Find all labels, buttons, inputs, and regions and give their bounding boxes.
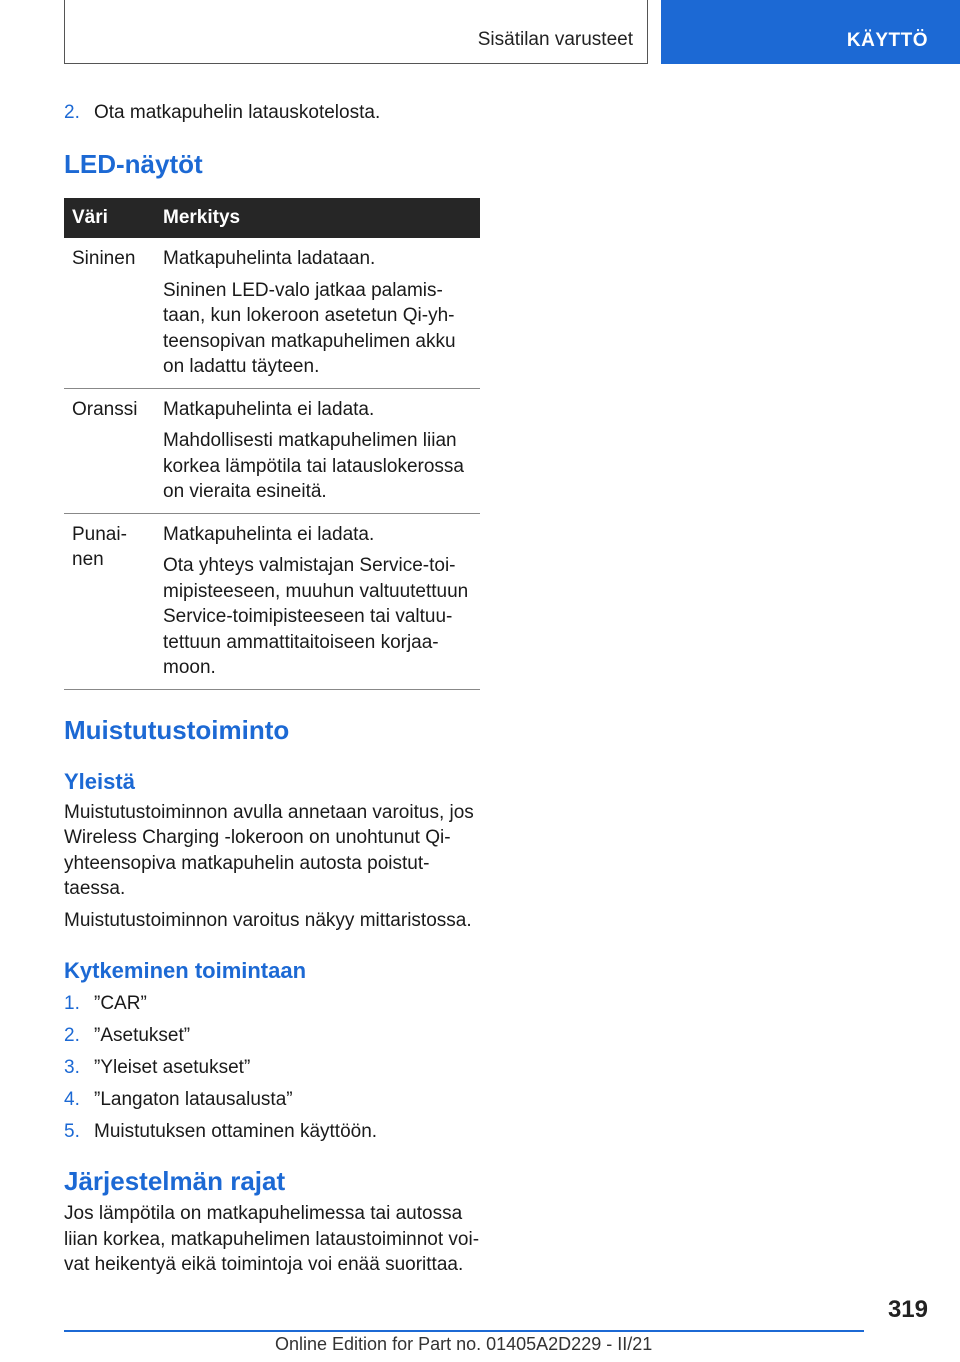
intro-step [64, 100, 480, 126]
table-header-meaning: Merkitys [155, 198, 480, 238]
page-content [64, 100, 480, 1278]
table-row [64, 388, 480, 513]
table-cell-meaning [155, 238, 480, 388]
table-cell-meaning [155, 513, 480, 689]
step-number: 5. [64, 1121, 80, 1142]
footer-divider [64, 1330, 864, 1332]
general-subtitle: Yleistä [64, 768, 135, 794]
step-number: 2. [64, 1025, 80, 1046]
chapter-tab[interactable] [661, 0, 960, 64]
table-header-row [64, 198, 480, 238]
step-text: ”Langaton latausalusta” [94, 1089, 293, 1110]
meaning-line: Ota yhteys valmistajan Service-toi-mipisteeseen, muuhun valtuutettuun Service-toimipisteeseen tai valtuu-tettuun ammattitaitoiseen korjaa-moon. [163, 555, 469, 678]
list-item [64, 991, 480, 1017]
step-number: 1. [64, 993, 80, 1014]
table-cell-meaning [155, 388, 480, 513]
general-paragraph: Muistutustoiminnon avulla annetaan varoitus, jos Wireless Charging -lokeroon on unohtunut Qi-yhteensopiva matkapuhelin autosta poistut-taessa. [64, 801, 474, 899]
list-item [64, 1023, 480, 1049]
meaning-line: Mahdollisesti matkapuhelimen liian korkea lämpötila tai latauslokerossa on vieraita esineitä. [163, 430, 464, 502]
step-text: ”Yleiset asetukset” [94, 1057, 251, 1078]
limits-section-title: Järjestelmän rajat [64, 1166, 286, 1196]
step-text: Muistutuksen ottaminen käyttöön. [94, 1121, 378, 1142]
activation-steps [64, 991, 480, 1145]
step-text: Ota matkapuhelin latauskotelosta. [94, 102, 381, 123]
led-section-title: LED-näytöt [64, 149, 203, 179]
general-paragraph: Muistutustoiminnon varoitus näkyy mittaristossa. [64, 909, 472, 931]
step-number: 2. [64, 102, 80, 123]
table-cell-color: Sininen [64, 238, 155, 388]
meaning-line: Matkapuhelinta ladataan. [163, 248, 376, 269]
edition-footer: Online Edition for Part no. 01405A2D229 - II/21 [275, 1334, 653, 1354]
led-table [64, 198, 480, 690]
list-item [64, 1119, 480, 1145]
step-text: ”CAR” [94, 993, 147, 1014]
table-row [64, 513, 480, 689]
table-cell-color: Punai-nen [64, 513, 155, 689]
step-text: ”Asetukset” [94, 1025, 191, 1046]
section-title: Sisätilan varusteet [477, 29, 633, 50]
chapter-tab-label: KÄYTTÖ [846, 30, 928, 51]
limits-paragraph: Jos lämpötila on matkapuhelimessa tai autossa liian korkea, matkapuhelimen lataustoiminnot voi-vat heikentyä eikä toimintoja voi enää suorittaa. [64, 1203, 480, 1275]
table-cell-color: Oranssi [64, 388, 155, 513]
meaning-line: Matkapuhelinta ei ladata. [163, 523, 375, 545]
table-row [64, 238, 480, 388]
page-number: 319 [887, 1296, 928, 1323]
list-item [64, 1055, 480, 1081]
table-header-color: Väri [64, 198, 155, 238]
activation-subtitle: Kytkeminen toimintaan [64, 958, 307, 983]
step-number: 4. [64, 1089, 80, 1110]
reminder-section-title: Muistutustoiminto [64, 714, 290, 745]
section-header [64, 0, 648, 64]
meaning-line: Sininen LED-valo jatkaa palamis-taan, kun lokeroon asetetun Qi-yh-teensopivan matkapuhelimen akku on ladattu täyteen. [163, 279, 456, 377]
list-item [64, 1087, 480, 1113]
step-number: 3. [64, 1057, 80, 1078]
meaning-line: Matkapuhelinta ei ladata. [163, 398, 375, 420]
